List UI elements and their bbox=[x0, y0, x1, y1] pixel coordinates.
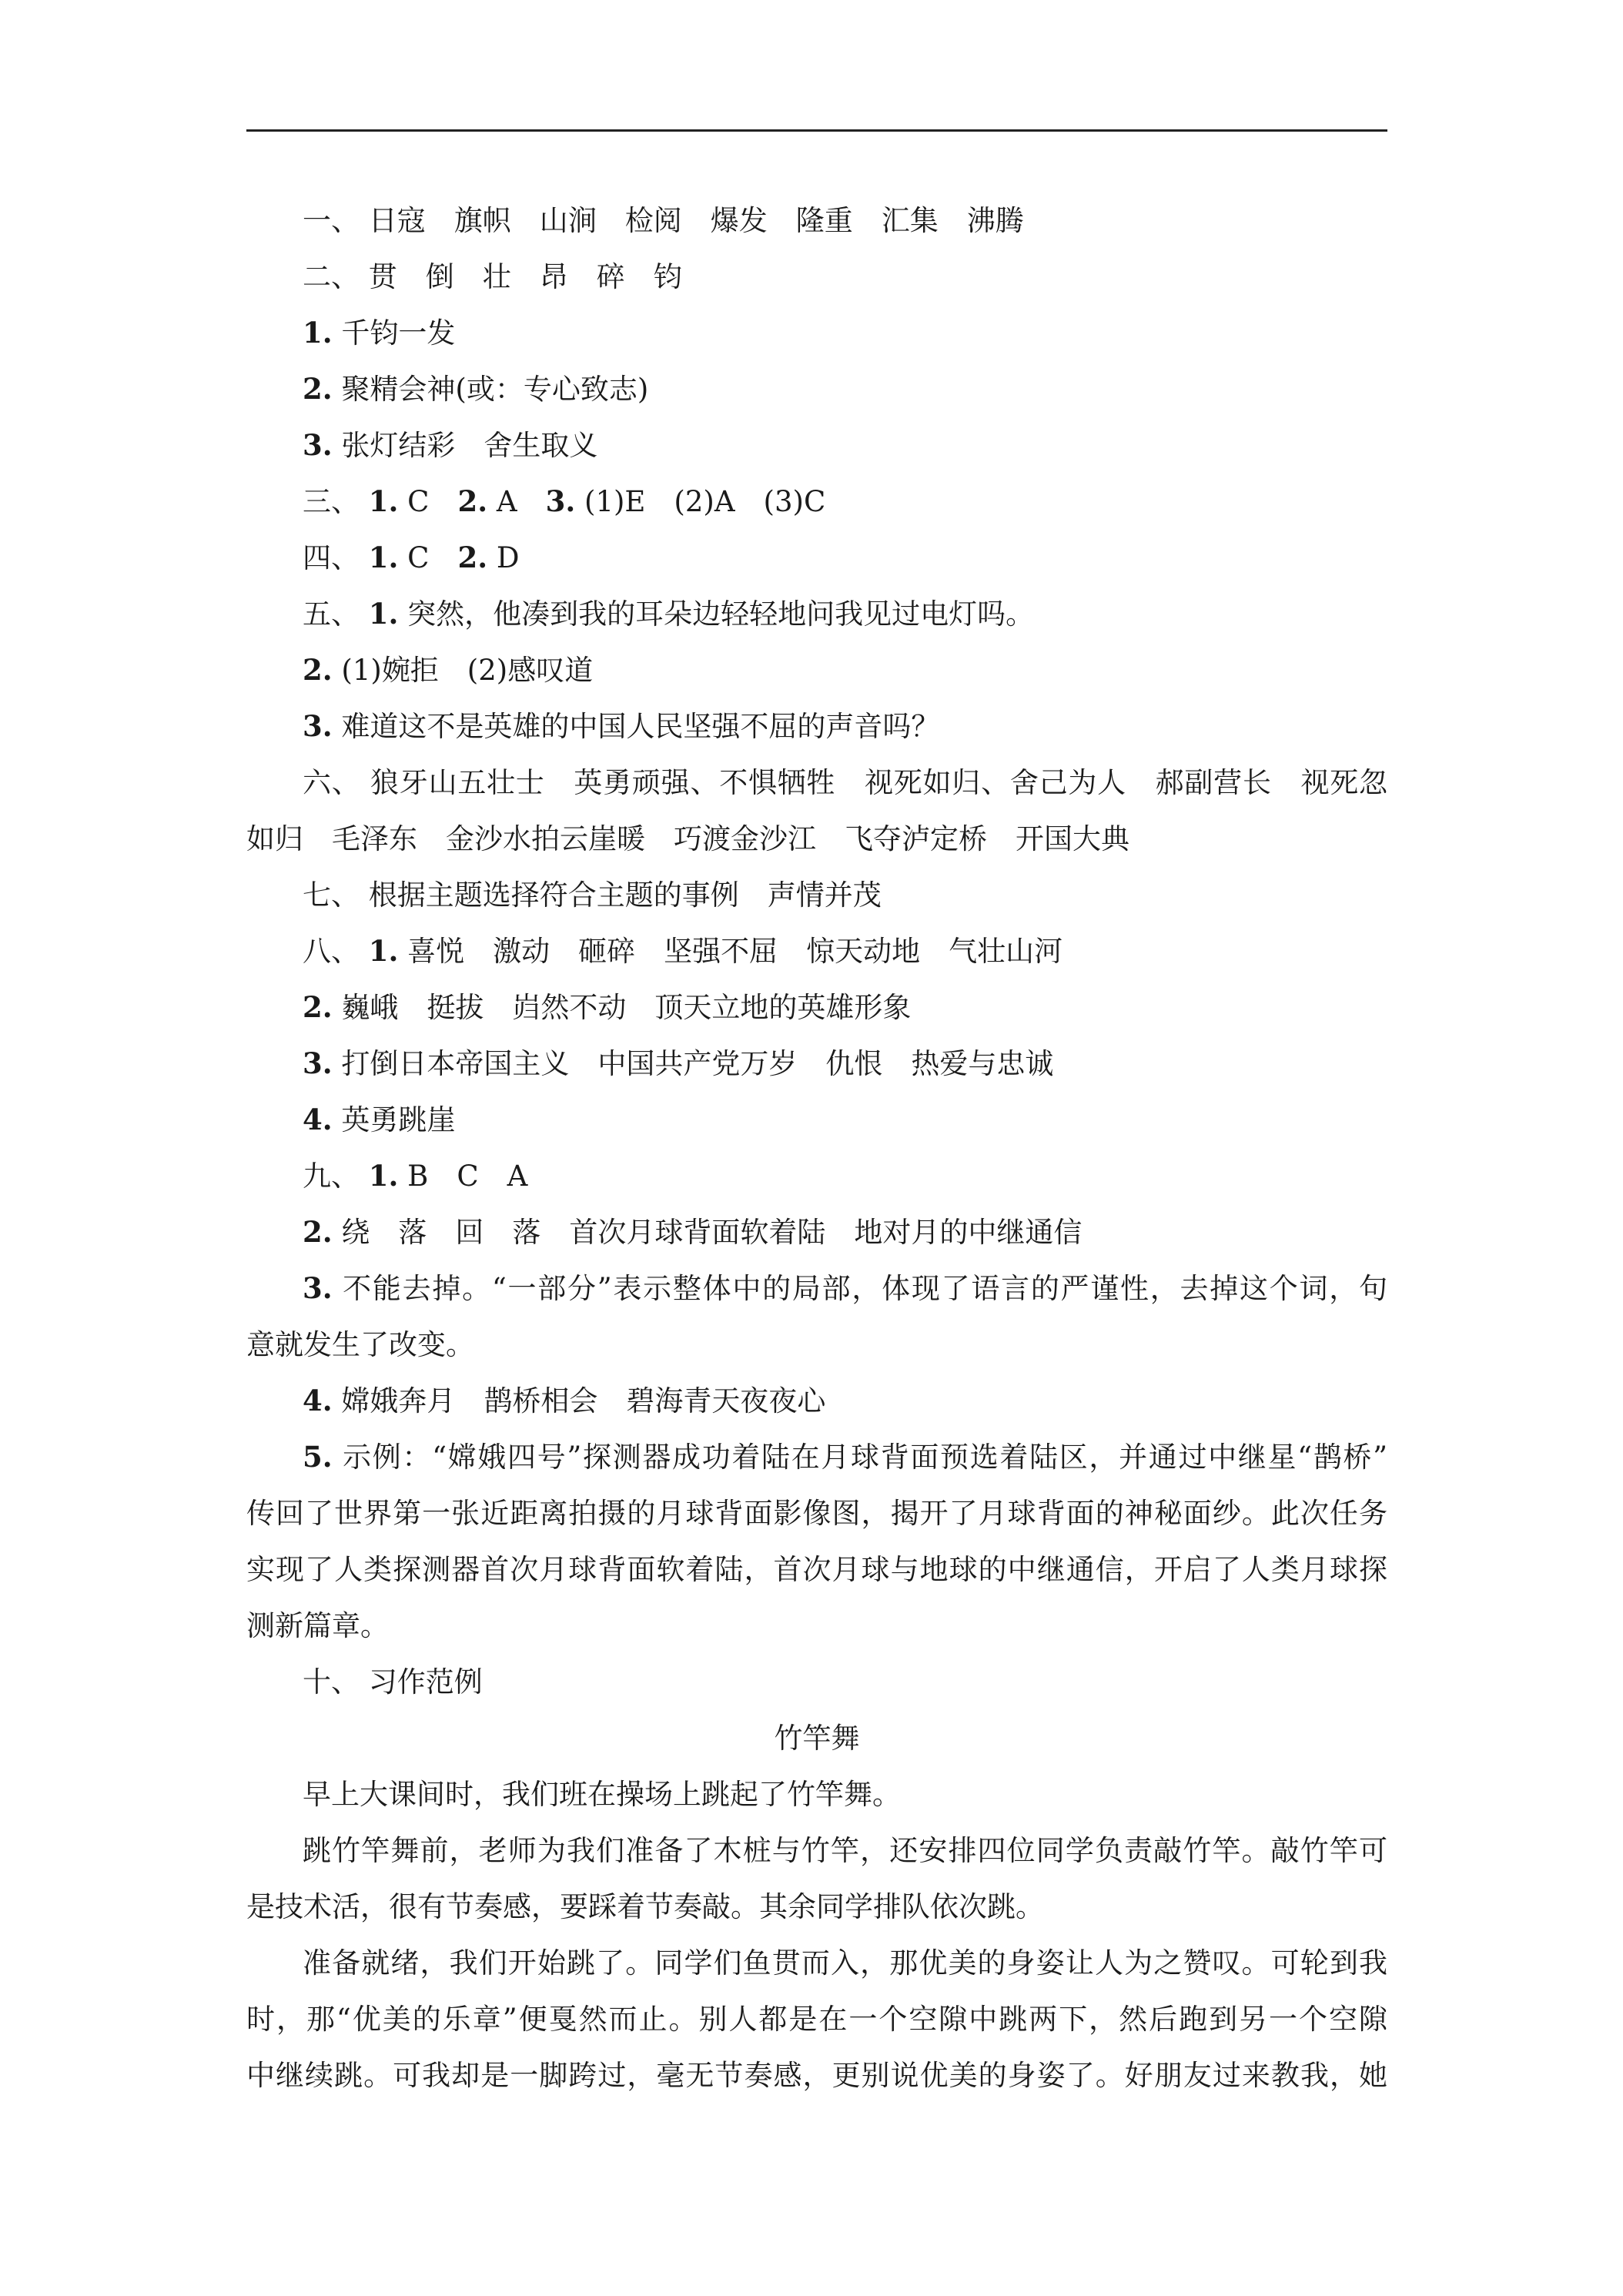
item-number: 3. bbox=[303, 1046, 333, 1080]
essay-paragraph-continued: 时，那“优美的乐章”便戛然而止。别人都是在一个空隙中跳两下，然后跑到另一个空隙 bbox=[246, 2003, 1387, 2036]
item-number: 5. bbox=[303, 1440, 333, 1474]
answer-text: 贯 倒 壮 昂 碎 钧 bbox=[368, 260, 682, 293]
header-rule bbox=[246, 129, 1387, 132]
section-number: 一、 bbox=[303, 204, 360, 237]
section-number: 九、 bbox=[303, 1160, 360, 1193]
answer-text: (1)E (2)A (3)C bbox=[575, 485, 826, 518]
answer-text: A bbox=[487, 485, 546, 518]
answer-section-3 bbox=[246, 474, 1387, 530]
answer-text: 日寇 旗帜 山涧 检阅 爆发 隆重 汇集 沸腾 bbox=[368, 204, 1024, 237]
answer-item-continued: 传回了世界第一张近距离拍摄的月球背面影像图，揭开了月球背面的神秘面纱。此次任务 bbox=[246, 1497, 1387, 1530]
section-number: 四、 bbox=[303, 541, 360, 574]
item-number: 2. bbox=[303, 372, 333, 406]
answer-item-continued: 实现了人类探测器首次月球背面软着陆，首次月球与地球的中继通信，开启了人类月球探 bbox=[246, 1553, 1387, 1586]
answer-text: 英勇跳崖 bbox=[332, 1103, 456, 1136]
section-number: 三、 bbox=[303, 485, 360, 518]
answer-item-continued: 意就发生了改变。 bbox=[246, 1328, 474, 1361]
answer-text: 巍峨 挺拔 岿然不动 顶天立地的英雄形象 bbox=[332, 991, 912, 1024]
item-number: 2. bbox=[457, 484, 488, 518]
section-number: 八、 bbox=[303, 935, 360, 968]
item-number: 4. bbox=[303, 1103, 333, 1136]
answer-item bbox=[246, 417, 1387, 474]
answer-section-10: 十、 习作范例 bbox=[303, 1665, 483, 1699]
answer-item bbox=[246, 642, 1387, 698]
answer-item bbox=[246, 1260, 1387, 1317]
item-number: 2. bbox=[303, 653, 333, 687]
item-number: 1. bbox=[368, 1159, 399, 1193]
answer-text: 张灯结彩 舍生取义 bbox=[332, 429, 598, 462]
item-number: 2. bbox=[303, 990, 333, 1024]
answer-item bbox=[246, 1036, 1387, 1092]
answer-item bbox=[246, 698, 1387, 755]
answer-item bbox=[246, 1092, 1387, 1148]
answer-text: 难道这不是英雄的中国人民坚强不屈的声音吗？ bbox=[332, 710, 940, 743]
section-number: 二、 bbox=[303, 260, 360, 293]
answer-text: 打倒日本帝国主义 中国共产党万岁 仇恨 热爱与忠诚 bbox=[332, 1047, 1054, 1080]
answer-section-6-continued: 如归 毛泽东 金沙水拍云崖暖 巧渡金沙江 飞夺泸定桥 开国大典 bbox=[246, 822, 1129, 855]
answer-item bbox=[246, 1373, 1387, 1429]
answer-text: B C A bbox=[398, 1160, 528, 1193]
answer-item bbox=[246, 1429, 1387, 1485]
answer-text: C bbox=[398, 485, 458, 518]
answer-text: (1)婉拒 (2)感叹道 bbox=[332, 654, 594, 687]
essay-paragraph: 早上大课间时，我们班在操场上跳起了竹竿舞。 bbox=[303, 1778, 901, 1811]
item-number: 2. bbox=[457, 541, 488, 574]
item-number: 4. bbox=[303, 1384, 333, 1417]
answer-item bbox=[246, 305, 1387, 361]
item-number: 1. bbox=[303, 316, 333, 350]
essay-paragraph-continued: 中继续跳。可我却是一脚跨过，毫无节奏感，更别说优美的身姿了。好朋友过来教我，她 bbox=[246, 2059, 1387, 2092]
item-number: 3. bbox=[303, 709, 333, 743]
answer-text: 喜悦 激动 砸碎 坚强不屈 惊天动地 气壮山河 bbox=[398, 935, 1063, 968]
item-number: 3. bbox=[545, 484, 576, 518]
answer-section-1 bbox=[246, 192, 1387, 249]
answer-section-8 bbox=[246, 923, 1387, 979]
answer-section-9 bbox=[246, 1148, 1387, 1204]
item-number: 2. bbox=[303, 1215, 333, 1249]
answer-text: 绕 落 回 落 首次月球背面软着陆 地对月的中继通信 bbox=[332, 1216, 1083, 1249]
essay-paragraph: 跳竹竿舞前，老师为我们准备了木桩与竹竿，还安排四位同学负责敲竹竿。敲竹竿可 bbox=[303, 1834, 1387, 1867]
answer-text: 千钧一发 bbox=[332, 316, 456, 350]
answer-text: 聚精会神(或：专心致志) bbox=[332, 373, 649, 406]
answer-item bbox=[246, 1204, 1387, 1260]
answer-section-6: 六、 狼牙山五壮士 英勇顽强、不惧牺牲 视死如归、舍己为人 郝副营长 视死忽 bbox=[303, 766, 1387, 799]
essay-title: 竹竿舞 bbox=[774, 1722, 860, 1755]
answer-item-continued: 测新篇章。 bbox=[246, 1609, 389, 1642]
essay-paragraph: 准备就绪，我们开始跳了。同学们鱼贯而入，那优美的身姿让人为之赞叹。可轮到我 bbox=[303, 1946, 1387, 1980]
answer-item bbox=[246, 361, 1387, 417]
answer-text: 突然，他凑到我的耳朵边轻轻地问我见过电灯吗。 bbox=[398, 597, 1035, 631]
item-number: 1. bbox=[368, 934, 399, 968]
answer-item bbox=[246, 979, 1387, 1036]
answer-text: D bbox=[487, 541, 520, 574]
essay-paragraph-continued: 是技术活，很有节奏感，要踩着节奏敲。其余同学排队依次跳。 bbox=[246, 1890, 1044, 1923]
item-number: 1. bbox=[368, 597, 399, 631]
item-number: 1. bbox=[368, 484, 399, 518]
answer-section-5 bbox=[246, 586, 1387, 642]
answer-section-7: 七、 根据主题选择符合主题的事例 声情并茂 bbox=[303, 879, 882, 912]
answer-text: 不能去掉。“一部分”表示整体中的局部，体现了语言的严谨性，去掉这个词，句 bbox=[332, 1272, 1387, 1305]
item-number: 3. bbox=[303, 428, 333, 462]
section-number: 五、 bbox=[303, 597, 360, 631]
item-number: 3. bbox=[303, 1271, 333, 1305]
answer-text: C bbox=[398, 541, 458, 574]
answer-section-4 bbox=[246, 530, 1387, 586]
answer-content bbox=[246, 192, 1387, 2104]
answer-text: 示例：“嫦娥四号”探测器成功着陆在月球背面预选着陆区，并通过中继星“鹊桥” bbox=[332, 1441, 1387, 1474]
answer-text: 嫦娥奔月 鹊桥相会 碧海青天夜夜心 bbox=[332, 1384, 826, 1417]
answer-section-2 bbox=[246, 249, 1387, 305]
item-number: 1. bbox=[368, 541, 399, 574]
